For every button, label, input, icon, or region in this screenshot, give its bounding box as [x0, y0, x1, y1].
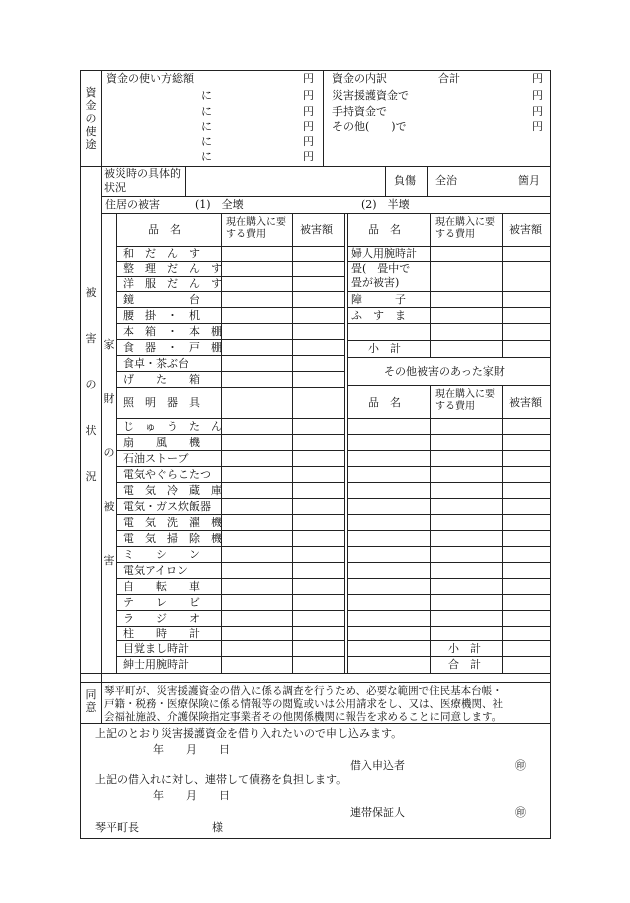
housing-damage-label: 住居の被害	[105, 198, 160, 211]
left-item: 腰 掛 ・ 机	[123, 309, 200, 322]
other-goods-title: その他被害のあった家財	[384, 365, 505, 378]
application-date: 年 月 日	[153, 743, 230, 756]
breakdown-item: 手持資金で	[332, 105, 387, 118]
yen-label: 円	[303, 120, 314, 133]
housing-option-full: (1) 全壊	[195, 198, 244, 211]
guarantor-seal: ㊞	[515, 806, 526, 819]
left-item: 照 明 器 具	[123, 396, 200, 409]
honorific-label: 様	[212, 821, 223, 834]
consent-text-line: 会福祉施設、介護保険指定事業者その他関係機関に報告を求めることに同意します。	[104, 711, 503, 723]
ni-label: に	[201, 89, 212, 102]
right-item: 畳が被害)	[351, 276, 400, 289]
left-item: 電気やぐらこたつ	[123, 468, 211, 481]
ni-label: に	[201, 120, 212, 133]
left-item: ミ シ ン	[123, 548, 200, 561]
situation-label: 被災時の具体的状況	[104, 167, 181, 194]
yen-label: 円	[303, 72, 314, 85]
col-damage-header: 被害額	[300, 223, 333, 236]
left-item: 扇 風 機	[123, 436, 200, 449]
yen-label: 円	[532, 89, 543, 102]
recovery-label: 全治	[435, 174, 457, 187]
right-item: 畳( 畳中で	[351, 262, 411, 275]
left-item: テ レ ビ	[123, 596, 200, 609]
col-damage-header: 被害額	[509, 223, 542, 236]
yen-label: 円	[532, 72, 543, 85]
housing-option-half: (2) 半壊	[361, 198, 410, 211]
col-cost-header: 現在購入に要する費用	[435, 389, 495, 412]
yen-label: 円	[532, 105, 543, 118]
left-item: 食 器 ・ 戸 棚	[123, 341, 222, 354]
left-item: 自 転 車	[123, 580, 200, 593]
left-item: 鏡 台	[123, 293, 200, 306]
col-item-header: 品 名	[368, 396, 401, 409]
usage-side-label: 資金の使途	[85, 86, 97, 151]
ni-label: に	[201, 105, 212, 118]
guarantee-date: 年 月 日	[153, 789, 230, 802]
breakdown-item: 災害援護資金で	[332, 89, 409, 102]
ni-label: に	[201, 135, 212, 148]
total-amount-label: 資金の使い方総額	[106, 72, 194, 85]
left-item: 紳士用腕時計	[123, 658, 189, 671]
col-cost-header: 現在購入に要する費用	[226, 217, 286, 240]
left-item: 電気・ガス炊飯器	[123, 500, 211, 513]
left-item: 電 気 洗 濯 機	[123, 516, 222, 529]
left-item: げ た 箱	[123, 373, 200, 386]
col-cost-header: 現在購入に要する費用	[435, 217, 495, 240]
applicant-label: 借入申込者	[350, 759, 405, 772]
col-item-header: 品 名	[368, 223, 401, 236]
breakdown-item: その他( )で	[332, 120, 407, 133]
left-item: 食卓・茶ぶ台	[123, 357, 189, 370]
application-statement: 上記のとおり災害援護資金を借り入れたいので申し込みます。	[95, 727, 403, 740]
left-item: 整 理 だ ん す	[123, 262, 222, 275]
applicant-seal: ㊞	[515, 759, 526, 772]
left-item: 本 箱 ・ 本 棚	[123, 325, 222, 338]
left-item: 洋 服 だ ん す	[123, 277, 222, 290]
subtotal-label: 小 計	[448, 642, 481, 655]
yen-label: 円	[532, 120, 543, 133]
consent-label: 同意	[85, 688, 97, 714]
goods-side-label: 家財の被害	[103, 338, 115, 567]
right-item: 障 子	[351, 293, 406, 306]
sum-label: 合計	[438, 72, 460, 85]
months-label: 箇月	[518, 174, 540, 187]
guarantor-label: 連帯保証人	[350, 806, 405, 819]
yen-label: 円	[303, 105, 314, 118]
subtotal-label: 小 計	[368, 342, 401, 355]
guarantee-statement: 上記の借入れに対し、連帯して債務を負担します。	[95, 773, 348, 786]
left-item: 和 だ ん す	[123, 247, 200, 260]
yen-label: 円	[303, 150, 314, 163]
col-item-header: 品 名	[148, 223, 181, 236]
left-item: 電 気 掃 除 機	[123, 532, 222, 545]
left-item: 電気アイロン	[123, 564, 189, 577]
left-item: 目覚まし時計	[123, 642, 189, 655]
yen-label: 円	[303, 135, 314, 148]
left-item: じ ゅ う た ん	[123, 420, 222, 433]
left-item: 電 気 冷 蔵 庫	[123, 484, 222, 497]
consent-text-line: 琴平町が、災害援護資金の借入に係る調査を行うため、必要な範囲で住民基本台帳・	[104, 685, 503, 697]
left-item: 石油ストーブ	[123, 452, 189, 465]
right-item: 婦人用腕時計	[351, 247, 417, 260]
col-damage-header: 被害額	[509, 396, 542, 409]
left-item: ラ ジ オ	[123, 612, 200, 625]
ni-label: に	[201, 150, 212, 163]
injury-label: 負傷	[394, 174, 416, 187]
damage-side-label: 被害の状況	[85, 286, 97, 483]
yen-label: 円	[303, 89, 314, 102]
right-item: ふ す ま	[351, 309, 406, 322]
left-item: 柱 時 計	[123, 627, 200, 640]
breakdown-label: 資金の内訳	[332, 72, 387, 85]
grand-total-label: 合 計	[448, 658, 481, 671]
mayor-label: 琴平町長	[95, 821, 139, 834]
consent-text-line: 戸籍・税務・医療保険に係る情報等の閲覧或いは公用請求をし、又は、医療機関、社	[104, 698, 503, 710]
